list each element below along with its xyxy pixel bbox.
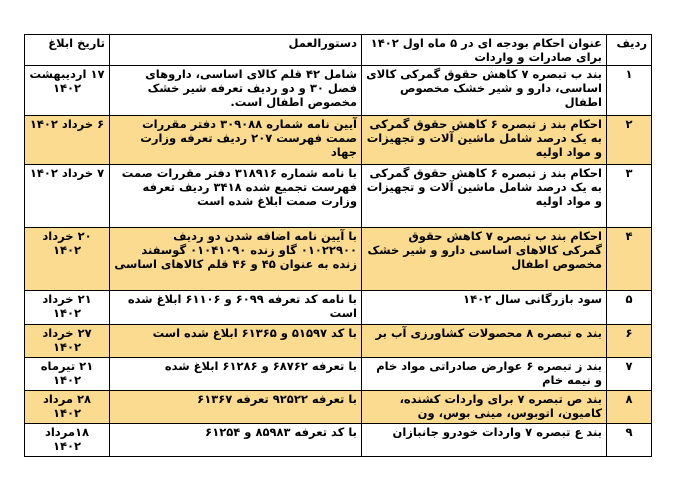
row-index: ۵ [607,291,652,325]
table-row [25,165,652,228]
row-index: ۶ [607,325,652,358]
row-index: ۹ [607,424,652,457]
row-instruction: آیین نامه شماره ۳۰۹۰۸۸ دفتر مقررات صمت فهرست ۲۰۷ ردیف تعرفه وزارت جهاد [110,116,362,165]
table-row [25,391,652,424]
row-index: ۴ [607,228,652,291]
row-date: ۶ خرداد ۱۴۰۲ [25,116,110,165]
row-title: احکام بند ز تبصره ۶ کاهش حقوق گمرکی به یک درصد شامل ماشین آلات و تجهیزات و مواد اولیه [362,116,607,165]
row-index: ۱ [607,66,652,116]
row-index: ۸ [607,391,652,424]
row-date: ۱۸مرداد ۱۴۰۲ [25,424,110,457]
row-title: بند ع تبصره ۷ واردات خودرو جانبازان [362,424,607,457]
row-title: سود بازرگانی سال ۱۴۰۲ [362,291,607,325]
row-date: ۲۱ تیرماه ۱۴۰۲ [25,358,110,391]
row-title: احکام بند ز تبصره ۶ کاهش حقوق گمرکی به یک درصد شامل ماشین آلات و تجهیزات و مواد اولیه [362,165,607,228]
row-index: ۳ [607,165,652,228]
row-title: بند ز تبصره ۶ عوارض صادراتی مواد خام و نیمه خام [362,358,607,391]
row-date: ۱۷ اردیبهشت ۱۴۰۲ [25,66,110,116]
row-date: ۲۱ خرداد ۱۴۰۲ [25,291,110,325]
table-row [25,66,652,116]
row-date: ۷ خرداد ۱۴۰۲ [25,165,110,228]
row-title: احکام بند ب تبصره ۷ کاهش حقوق گمرکی کالاهای اساسی دارو و شیر خشک مخصوص اطفال [362,228,607,291]
row-instruction: با تعرفه ۹۲۵۲۲ تعرفه ۶۱۳۶۷ [110,391,362,424]
row-date: ۲۰ خرداد ۱۴۰۲ [25,228,110,291]
header-date: تاریخ ابلاغ [25,35,110,66]
row-title: بند ص تبصره ۷ برای واردات کشنده، کامیون، اتوبوس، مینی بوس، ون [362,391,607,424]
row-instruction: با تعرفه ۶۸۷۶۲ و ۶۱۲۸۶ ابلاغ شده [110,358,362,391]
row-instruction: با کد ۵۱۵۹۷ و ۶۱۳۶۵ ابلاغ شده است [110,325,362,358]
row-instruction: شامل ۴۲ قلم کالای اساسی، داروهای فصل ۳۰ و دو ردیف تعرفه شیر خشک مخصوص اطفال است. [110,66,362,116]
budget-rulings-table [24,34,652,457]
header-index: ردیف [607,35,652,66]
row-instruction: با نامه کد تعرفه ۶۰۹۹ و ۶۱۱۰۶ ابلاغ شده است [110,291,362,325]
table-row [25,325,652,358]
header-instruction: دستورالعمل [110,35,362,66]
table-row [25,228,652,291]
row-title: بند ب تبصره ۷ کاهش حقوق گمرکی کالای اساسی، دارو و شیر خشک مخصوص اطفال [362,66,607,116]
row-date: ۲۷ خرداد ۱۴۰۲ [25,325,110,358]
table-row [25,358,652,391]
row-instruction: با آیین نامه اضافه شدن دو ردیف ۰۱۰۲۲۹۰۰ گاو زنده ۰۱۰۴۱۰۹۰ گوسفند زنده به عنوان ۴۵ و ۴۶ قلم کالاهای اساسی [110,228,362,291]
table-row [25,116,652,165]
header-row [25,35,652,66]
row-index: ۲ [607,116,652,165]
row-index: ۷ [607,358,652,391]
header-title: عنوان احکام بودجه ای در ۵ ماه اول ۱۴۰۲ برای صادرات و واردات [362,35,607,66]
table-row [25,291,652,325]
row-date: ۲۸ مرداد ۱۴۰۲ [25,391,110,424]
row-title: بند ه تبصره ۸ محصولات کشاورزی آب بر [362,325,607,358]
row-instruction: با کد تعرفه ۸۵۹۸۳ و ۶۱۲۵۴ [110,424,362,457]
table-row [25,424,652,457]
row-instruction: با نامه شماره ۳۱۸۹۱۶ دفتر مقررات صمت فهرست تجمیع شده ۳۴۱۸ ردیف تعرفه وزارت صمت ابلاغ شده است [110,165,362,228]
